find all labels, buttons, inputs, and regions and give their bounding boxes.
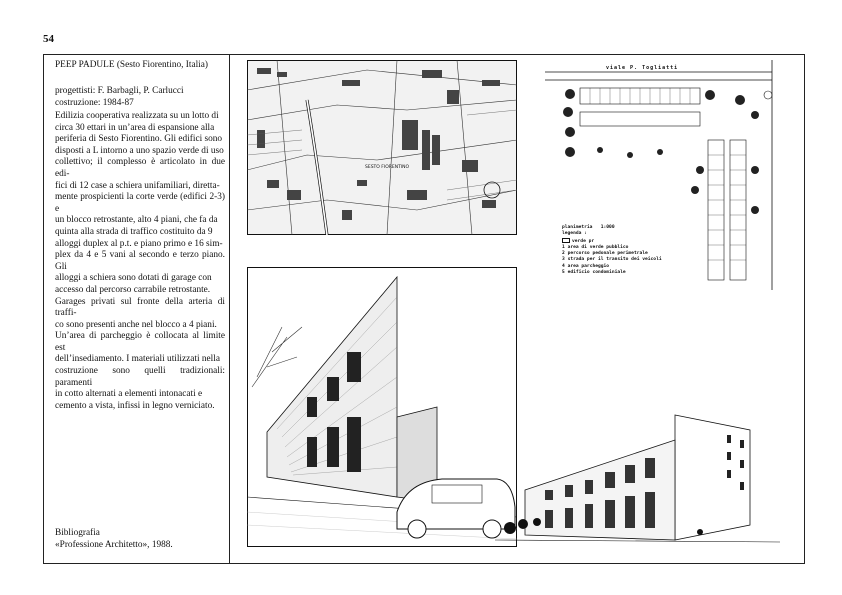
project-credits <box>55 86 184 109</box>
building-perspective-drawing <box>495 400 780 550</box>
description-line: fici di 12 case a schiera unifamiliari, diretta- <box>55 180 220 191</box>
designers: progettisti: F. Barbagli, P. Carlucci <box>55 86 184 96</box>
site-map-drawing <box>247 60 517 235</box>
legend-item: 5 edificio condominiale <box>562 270 626 276</box>
description-line: Un’area di parcheggio è collocata al limite est <box>55 331 225 353</box>
description-line: co sono presenti anche nel blocco a 4 piani. <box>55 319 217 330</box>
description-line: quinta alla strada di traffico costituito da 9 <box>55 226 213 237</box>
construction-date: costruzione: 1984-87 <box>55 97 134 108</box>
description-line: collettivo; il complesso è articolato in due edi- <box>55 157 225 179</box>
description-line: un blocco retrostante, alto 4 piani, che fa da <box>55 215 218 226</box>
legend-title: planimetria 1:000 <box>562 225 615 230</box>
description-line: periferia di Sesto Fiorentino. Gli edifici sono <box>55 134 223 145</box>
bibliography <box>55 528 173 551</box>
street-perspective-svg <box>247 267 517 547</box>
legend-heading: legenda : <box>562 231 587 237</box>
description-line: cemento a vista, infissi in legno verniciato. <box>55 400 215 411</box>
site-plan-legend <box>562 225 662 276</box>
description-line: mente prospicienti la corte verde (edifici 2-3) e <box>55 192 225 214</box>
description-line: alloggi duplex al p.t. e piano primo e 16 sim- <box>55 238 223 249</box>
description-line: in cotto alternati a elementi intonacati e <box>55 389 203 400</box>
legend-item: 2 percorso pedonale perimetrale <box>562 251 648 257</box>
street-perspective-drawing <box>247 267 517 547</box>
description-line: dell’insediamento. I materiali utilizzati nella <box>55 354 220 365</box>
legend-item: verde pr <box>562 238 662 245</box>
legend-item: 3 strada per il transito dei veicoli <box>562 257 662 263</box>
description-line: plex da 4 e 5 vani al secondo e terzo piano. Gli <box>55 250 225 272</box>
bibliography-entry: «Professione Architetto», 1988. <box>55 539 173 550</box>
description-line: disposti a L intorno a uno spazio verde di uso <box>55 145 224 156</box>
description-line: costruzione sono quelli tradizionali: paramenti <box>55 366 225 388</box>
description-line: Edilizia cooperativa realizzata su un lotto di <box>55 111 219 121</box>
bibliography-heading: Bibliografia <box>55 528 100 538</box>
description-line: circa 30 ettari in un’area di espansione alla <box>55 122 215 133</box>
legend-item: 4 area parcheggio <box>562 263 610 269</box>
street-label: viale P. Togliatti <box>606 65 679 71</box>
project-description <box>55 111 225 412</box>
legend-item: 1 area di verde pubblico <box>562 244 629 250</box>
green-swatch-icon <box>562 238 570 243</box>
page-number: 54 <box>43 33 54 45</box>
project-title: PEEP PADULE (Sesto Fiorentino, Italia) <box>55 60 208 70</box>
site-location-map <box>247 60 517 235</box>
description-line: accesso dal percorso carrabile retrostante. <box>55 284 211 295</box>
description-line: alloggi a schiera sono dotati di garage con <box>55 273 212 284</box>
building-perspective-svg <box>495 400 780 550</box>
description-line: Garages privati sul fronte della arteria di traffi- <box>55 296 225 319</box>
column-divider <box>229 54 230 564</box>
map-label: SESTO FIORENTINO <box>365 165 410 170</box>
